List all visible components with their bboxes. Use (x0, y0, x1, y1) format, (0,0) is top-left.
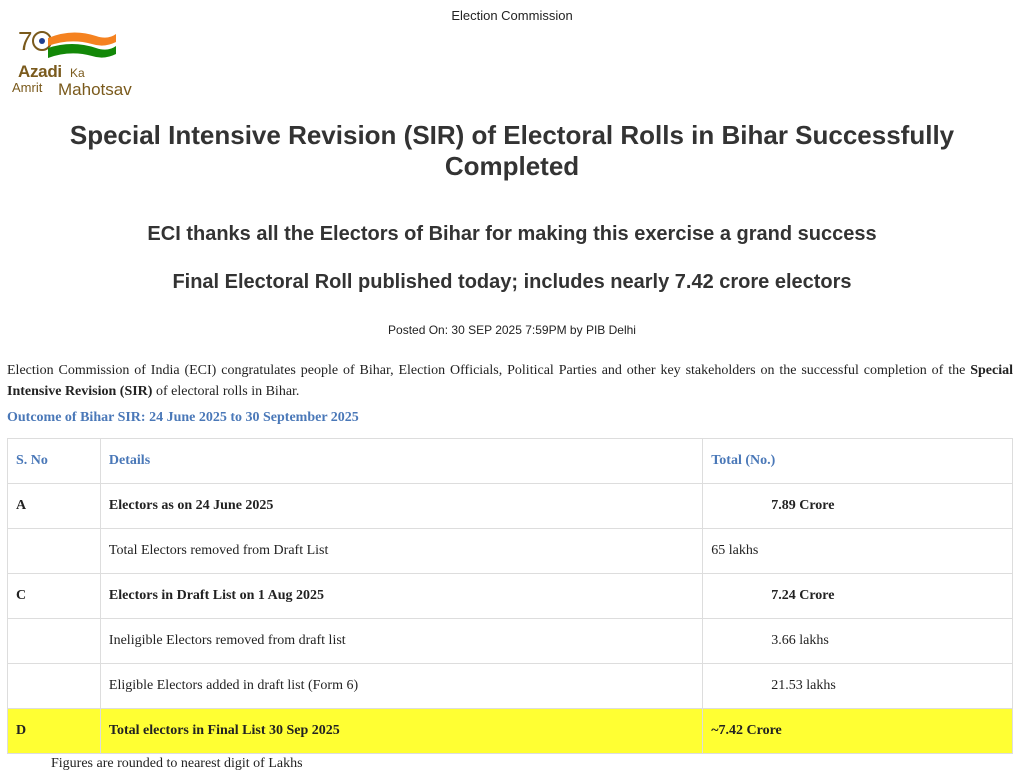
posted-on: Posted On: 30 SEP 2025 7:59PM by PIB Delhi (388, 323, 636, 337)
row-sno: C (8, 574, 101, 619)
row-sno: A (8, 484, 101, 529)
row-sno (8, 619, 101, 664)
row-total: ~7.42 Crore (703, 709, 1013, 754)
release-subtitle-1: ECI thanks all the Electors of Bihar for making this exercise a grand success (147, 223, 877, 245)
row-total: 65 lakhs (703, 529, 1013, 574)
row-details: Total Electors removed from Draft List (100, 529, 702, 574)
row-total: 3.66 lakhs (703, 619, 1013, 664)
row-details: Electors as on 24 June 2025 (100, 484, 702, 529)
ministry-name: Election Commission (451, 8, 573, 23)
logo-ka: Ka (70, 66, 85, 80)
svg-text:7: 7 (18, 26, 33, 56)
row-details: Ineligible Electors removed from draft list (100, 619, 702, 664)
row-details: Total electors in Final List 30 Sep 2025 (100, 709, 702, 754)
logo-azadi: Azadi (18, 62, 62, 81)
header-details: Details (100, 439, 702, 484)
sir-outcome-table (7, 438, 1013, 754)
logo-amrit: Amrit (12, 80, 43, 95)
flag-75-icon (12, 26, 144, 66)
row-total: 21.53 lakhs (703, 664, 1013, 709)
release-subtitle-2: Final Electoral Roll published today; includes nearly 7.42 crore electors (172, 271, 852, 293)
row-total: 7.24 Crore (703, 574, 1013, 619)
header-total: Total (No.) (703, 439, 1013, 484)
table-row (8, 484, 1013, 529)
row-sno (8, 664, 101, 709)
table-row (8, 529, 1013, 574)
table-row (8, 664, 1013, 709)
row-sno: D (8, 709, 101, 754)
table-row (8, 619, 1013, 664)
intro-bold: Special Intensive Revision (SIR) (7, 363, 1013, 399)
outcome-heading: Outcome of Bihar SIR: 24 June 2025 to 30 September 2025 (7, 410, 359, 425)
intro-paragraph (7, 360, 1013, 402)
table-header-row (8, 439, 1013, 484)
row-details: Eligible Electors added in draft list (Form 6) (100, 664, 702, 709)
logo-mahotsav: Mahotsav (58, 80, 132, 99)
intro-text-1: Election Commission of India (ECI) congratulates people of Bihar, Election Officials, Political Parties and other key stakeholders on the successful completion of the (7, 363, 971, 378)
table-row (8, 574, 1013, 619)
table-row-highlighted (8, 709, 1013, 754)
row-total: 7.89 Crore (703, 484, 1013, 529)
row-sno (8, 529, 101, 574)
release-title: Special Intensive Revision (SIR) of Electoral Rolls in Bihar Successfully Completed (69, 120, 955, 181)
row-details: Electors in Draft List on 1 Aug 2025 (100, 574, 702, 619)
header-sno: S. No (8, 439, 101, 484)
rounding-note: Figures are rounded to nearest digit of Lakhs (51, 756, 303, 771)
azadi-ka-amrit-mahotsav-logo (12, 26, 144, 100)
intro-text-2: of electoral rolls in Bihar. (152, 384, 300, 399)
